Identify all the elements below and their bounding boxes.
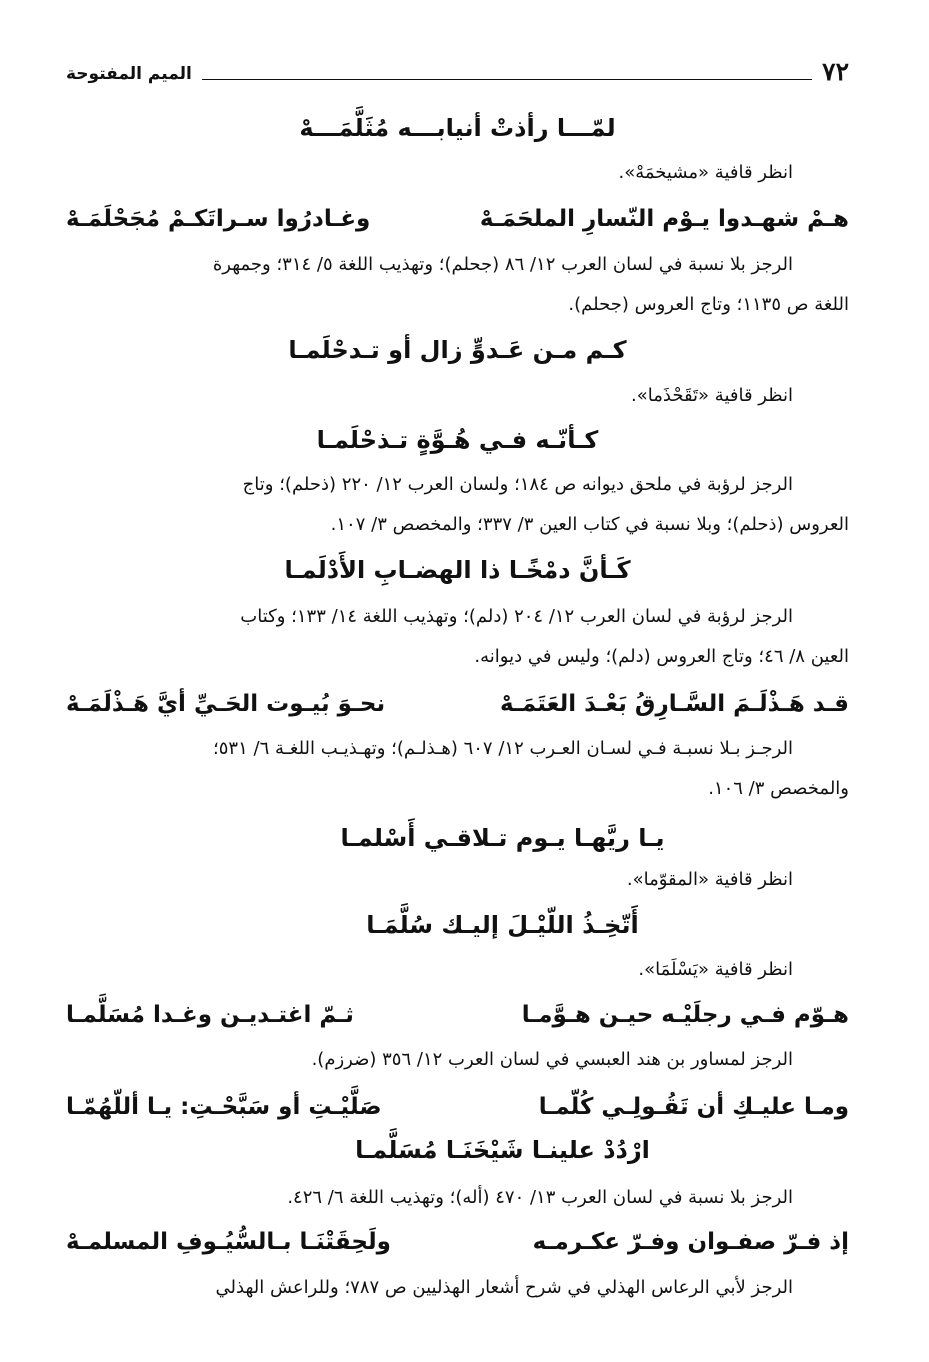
verse-couplet <box>66 1222 849 1262</box>
verse-couplet <box>66 1087 849 1127</box>
verse-first-hemistich: قـد هَـذْلَـمَ السَّـارِقُ بَعْـدَ العَتَمَـهْ <box>500 691 849 717</box>
running-header <box>66 56 849 86</box>
verse-first-hemistich: ومـا عليـكِ أن تَقُـولِـي كُلّمـا <box>538 1094 849 1120</box>
reference-note: انظر قافية «يَسْلَمَا». <box>638 959 793 980</box>
verse-first-hemistich: هـوّم فـي رجلَيْـه حيـن هـوَّمـا <box>521 1002 849 1028</box>
reference-line: العروس (ذحلم)؛ وبلا نسبة في كتاب العين ٣/ ٣٣٧؛ والمخصص ٣/ ١٠٧. <box>330 514 849 535</box>
reference-line: الرجز بلا نسبة في لسان العرب ١٢/ ٨٦ (جحلم)؛ وتهذيب اللغة ٥/ ٣١٤؛ وجمهرة <box>212 254 793 275</box>
verse-second-hemistich: نحـوَ بُيـوت الحَـيِّ أيَّ هَـذْلَمَـهْ <box>66 691 386 717</box>
reference-line: الرجـز بـلا نسبـة فـي لسـان العـرب ١٢/ ٦٠٧ (هـذلـم)؛ وتهـذيـب اللغـة ٦/ ٥٣١؛ <box>213 738 793 759</box>
verse-first-hemistich: هـمْ شهـدوا يـوْم النّسارِ الملحَمَـهْ <box>479 206 849 232</box>
verse-line: يـا ريَّهـا يـوم تـلاقـي أَسْلمـا <box>340 824 665 852</box>
reference-note <box>66 597 849 677</box>
reference-note <box>66 465 849 545</box>
verse-line: لمّـــا رأذتْ أنيابـــه مُثَلَّمَـــهْ <box>299 114 616 142</box>
reference-note: انظر قافية «المقوّما». <box>626 869 793 890</box>
section-title: الميم المفتوحة <box>66 64 192 84</box>
header-rule <box>202 79 812 80</box>
verse-couplet <box>66 995 849 1035</box>
reference-note: الرجز لمساور بن هند العبسي في لسان العرب ١٢/ ٣٥٦ (ضرزم). <box>311 1049 793 1070</box>
reference-line: اللغة ص ١١٣٥؛ وتاج العروس (جحلم). <box>568 294 849 315</box>
verse-couplet <box>66 199 849 239</box>
verse-second-hemistich: صَلَّيْـتِ أو سَبَّحْـتِ: يـا أللّهُمّـا <box>66 1094 382 1120</box>
verse-line: ارْدُدْ علينـا شَيْخَنَـا مُسَلَّمـا <box>355 1136 650 1164</box>
verse-second-hemistich: ثـمّ اغتـديـن وغـدا مُسَلَّمـا <box>66 1002 354 1028</box>
reference-note: انظر قافية «تَقَحْذَما». <box>631 385 793 406</box>
verse-line: أَتّخِـذُ اللّيْـلَ إليـك سُلَّمَـا <box>366 911 639 939</box>
verse-couplet <box>66 684 849 724</box>
verse-second-hemistich: ولَحِقَتْنَـا بـالسُّيُـوفِ المسلمـهْ <box>66 1229 391 1255</box>
reference-note <box>66 245 849 325</box>
verse-line: كـم مـن عَـدوٍّ زال أو تـدحْلَمـا <box>288 336 627 364</box>
reference-line: الرجز لرؤبة في ملحق ديوانه ص ١٨٤؛ ولسان العرب ١٢/ ٢٢٠ (ذحلم)؛ وتاج <box>242 474 793 495</box>
reference-note: الرجز بلا نسبة في لسان العرب ١٣/ ٤٧٠ (أله)؛ وتهذيب اللغة ٦/ ٤٢٦. <box>287 1187 793 1208</box>
reference-note: انظر قافية «مشيخمَهْ». <box>618 162 793 183</box>
page-number: ٧٢ <box>822 57 849 86</box>
verse-line: كـأنّـه فـي هُـوَّةٍ تـذحْلَمـا <box>316 426 599 454</box>
reference-note: الرجز لأبي الرعاس الهذلي في شرح أشعار الهذليين ص ٧٨٧؛ وللراعش الهذلي <box>215 1277 793 1298</box>
verse-line: كَـأنَّ دمْخًـا ذا الهضـابِ الأَدْلَمـا <box>284 556 631 584</box>
verse-second-hemistich: وغـادرُوا سـراتَكـمْ مُجَحْلَمَـهْ <box>66 206 371 232</box>
reference-line: والمخصص ٣/ ١٠٦. <box>708 778 849 799</box>
reference-line: الرجز لرؤبة في لسان العرب ١٢/ ٢٠٤ (دلم)؛ وتهذيب اللغة ١٤/ ١٣٣؛ وكتاب <box>240 606 793 627</box>
reference-line: العين ٨/ ٤٦؛ وتاج العروس (دلم)؛ وليس في ديوانه. <box>474 646 849 667</box>
verse-first-hemistich: إذ فـرّ صفـوان وفـرّ عكـرمـه <box>532 1229 849 1255</box>
reference-note <box>66 729 849 809</box>
